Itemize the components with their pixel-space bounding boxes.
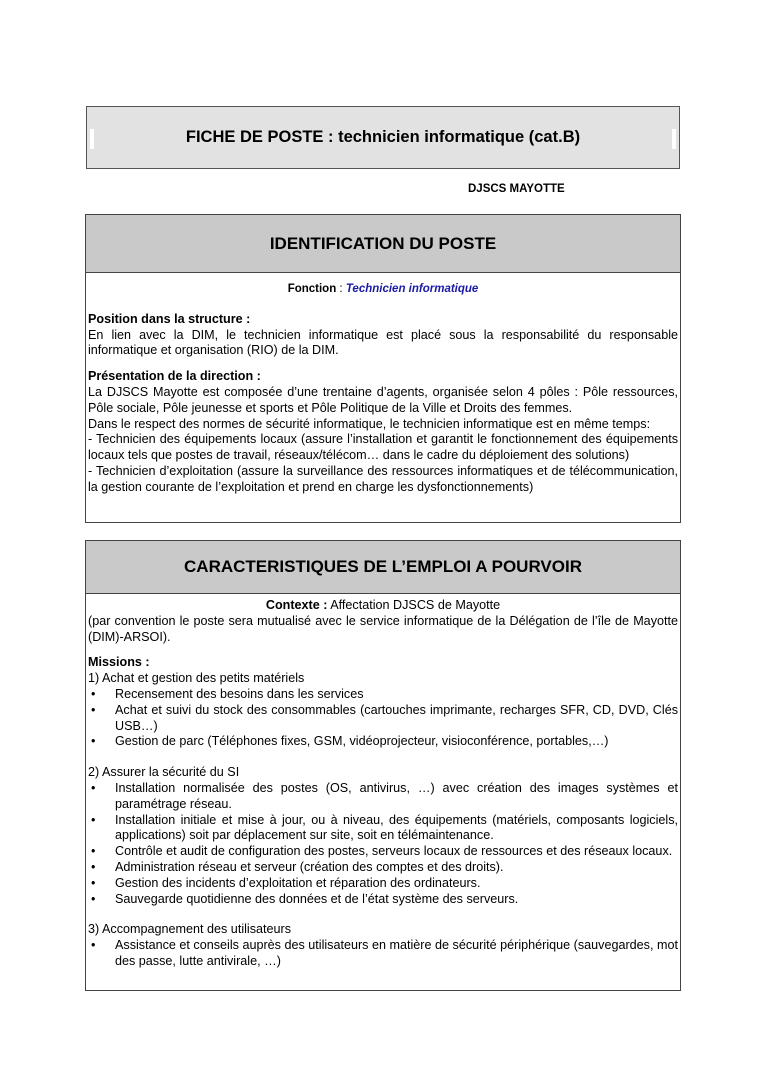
missions-list xyxy=(88,671,678,970)
section-body xyxy=(86,598,680,970)
mission-item: • Gestion des incidents d’exploitation et réparation des ordinateurs. xyxy=(88,876,678,892)
contexte-value: Affectation DJSCS de Mayotte xyxy=(327,598,501,612)
fonction-line xyxy=(88,282,678,298)
respect-text: Dans le respect des normes de sécurité informatique, le technicien informatique est en même temps: xyxy=(88,416,651,431)
page-title: FICHE DE POSTE : technicien informatique (cat.B) xyxy=(86,106,680,169)
mission-items xyxy=(88,938,678,970)
mission-item: • Installation normalisée des postes (OS, antivirus, …) avec création des images systèmes et paramétrage réseau. xyxy=(88,781,678,813)
role-2: - Technicien d’exploitation (assure la surveillance des ressources informatiques et de télécommunication, la gestion courante de l’exploitation et prend en charge les dysfonctionnements) xyxy=(88,463,678,494)
section-heading: IDENTIFICATION DU POSTE xyxy=(86,215,680,273)
mission-item: • Gestion de parc (Téléphones fixes, GSM, vidéoprojecteur, visioconférence, portables,…) xyxy=(88,734,678,750)
mission-items xyxy=(88,687,678,750)
fonction-value: Technicien informatique xyxy=(345,283,479,295)
mission-item: • Sauvegarde quotidienne des données et de l’état système des serveurs. xyxy=(88,892,678,908)
organization-name: DJSCS MAYOTTE xyxy=(468,183,565,195)
mission-group-title: 1) Achat et gestion des petits matériels xyxy=(88,671,305,686)
convention-text: (par convention le poste sera mutualisé avec le service informatique de la Délégation de l’île de Mayotte (DIM)-ARSOI). xyxy=(88,613,678,644)
separator: : xyxy=(336,283,346,295)
mission-item: • Recensement des besoins dans les services xyxy=(88,687,678,703)
role-1: - Technicien des équipements locaux (assure l’installation et garantit le fonctionnement des équipements locaux tels que postes de travail, réseaux/télécom… dans le cadre du déploiement des solutions) xyxy=(88,432,678,463)
mission-group-title: 3) Accompagnement des utilisateurs xyxy=(88,922,292,937)
presentation-label: Présentation de la direction : xyxy=(88,369,261,384)
section-body xyxy=(86,282,680,496)
contexte-line xyxy=(88,598,678,614)
mission-group-title: 2) Assurer la sécurité du SI xyxy=(88,765,240,780)
position-text: En lien avec la DIM, le technicien informatique est placé sous la responsabilité du responsable informatique et organisation (RIO) de la DIM. xyxy=(88,327,678,358)
contexte-label: Contexte : xyxy=(265,598,328,612)
fonction-label: Fonction xyxy=(287,283,337,295)
mission-item: • Contrôle et audit de configuration des postes, serveurs locaux de ressources et des réseaux locaux. xyxy=(88,844,678,860)
missions-label: Missions : xyxy=(88,655,150,670)
section-caracteristiques xyxy=(85,540,681,991)
section-heading: CARACTERISTIQUES DE L’EMPLOI A POURVOIR xyxy=(86,541,680,594)
mission-item: • Administration réseau et serveur (création des comptes et des droits). xyxy=(88,860,678,876)
position-label: Position dans la structure : xyxy=(88,311,251,326)
mission-item: • Achat et suivi du stock des consommables (cartouches imprimante, recharges SFR, CD, DVD, Clés USB…) xyxy=(88,703,678,735)
mission-item: • Installation initiale et mise à jour, ou à niveau, des équipements (matériels, composants logiciels, applications) soit par déplacement sur site, soit en télémaintenance. xyxy=(88,813,678,845)
section-identification xyxy=(85,214,681,523)
presentation-text: La DJSCS Mayotte est composée d’une trentaine d’agents, organisée selon 4 pôles : Pôle ressources, Pôle sociale, Pôle jeunesse et sports et Pôle Politique de la Ville et Droits des femmes. xyxy=(88,384,678,415)
mission-item: • Assistance et conseils auprès des utilisateurs en matière de sécurité périphérique (sauvegardes, mot des passe, lutte antivirale, …) xyxy=(88,938,678,970)
mission-items xyxy=(88,781,678,907)
